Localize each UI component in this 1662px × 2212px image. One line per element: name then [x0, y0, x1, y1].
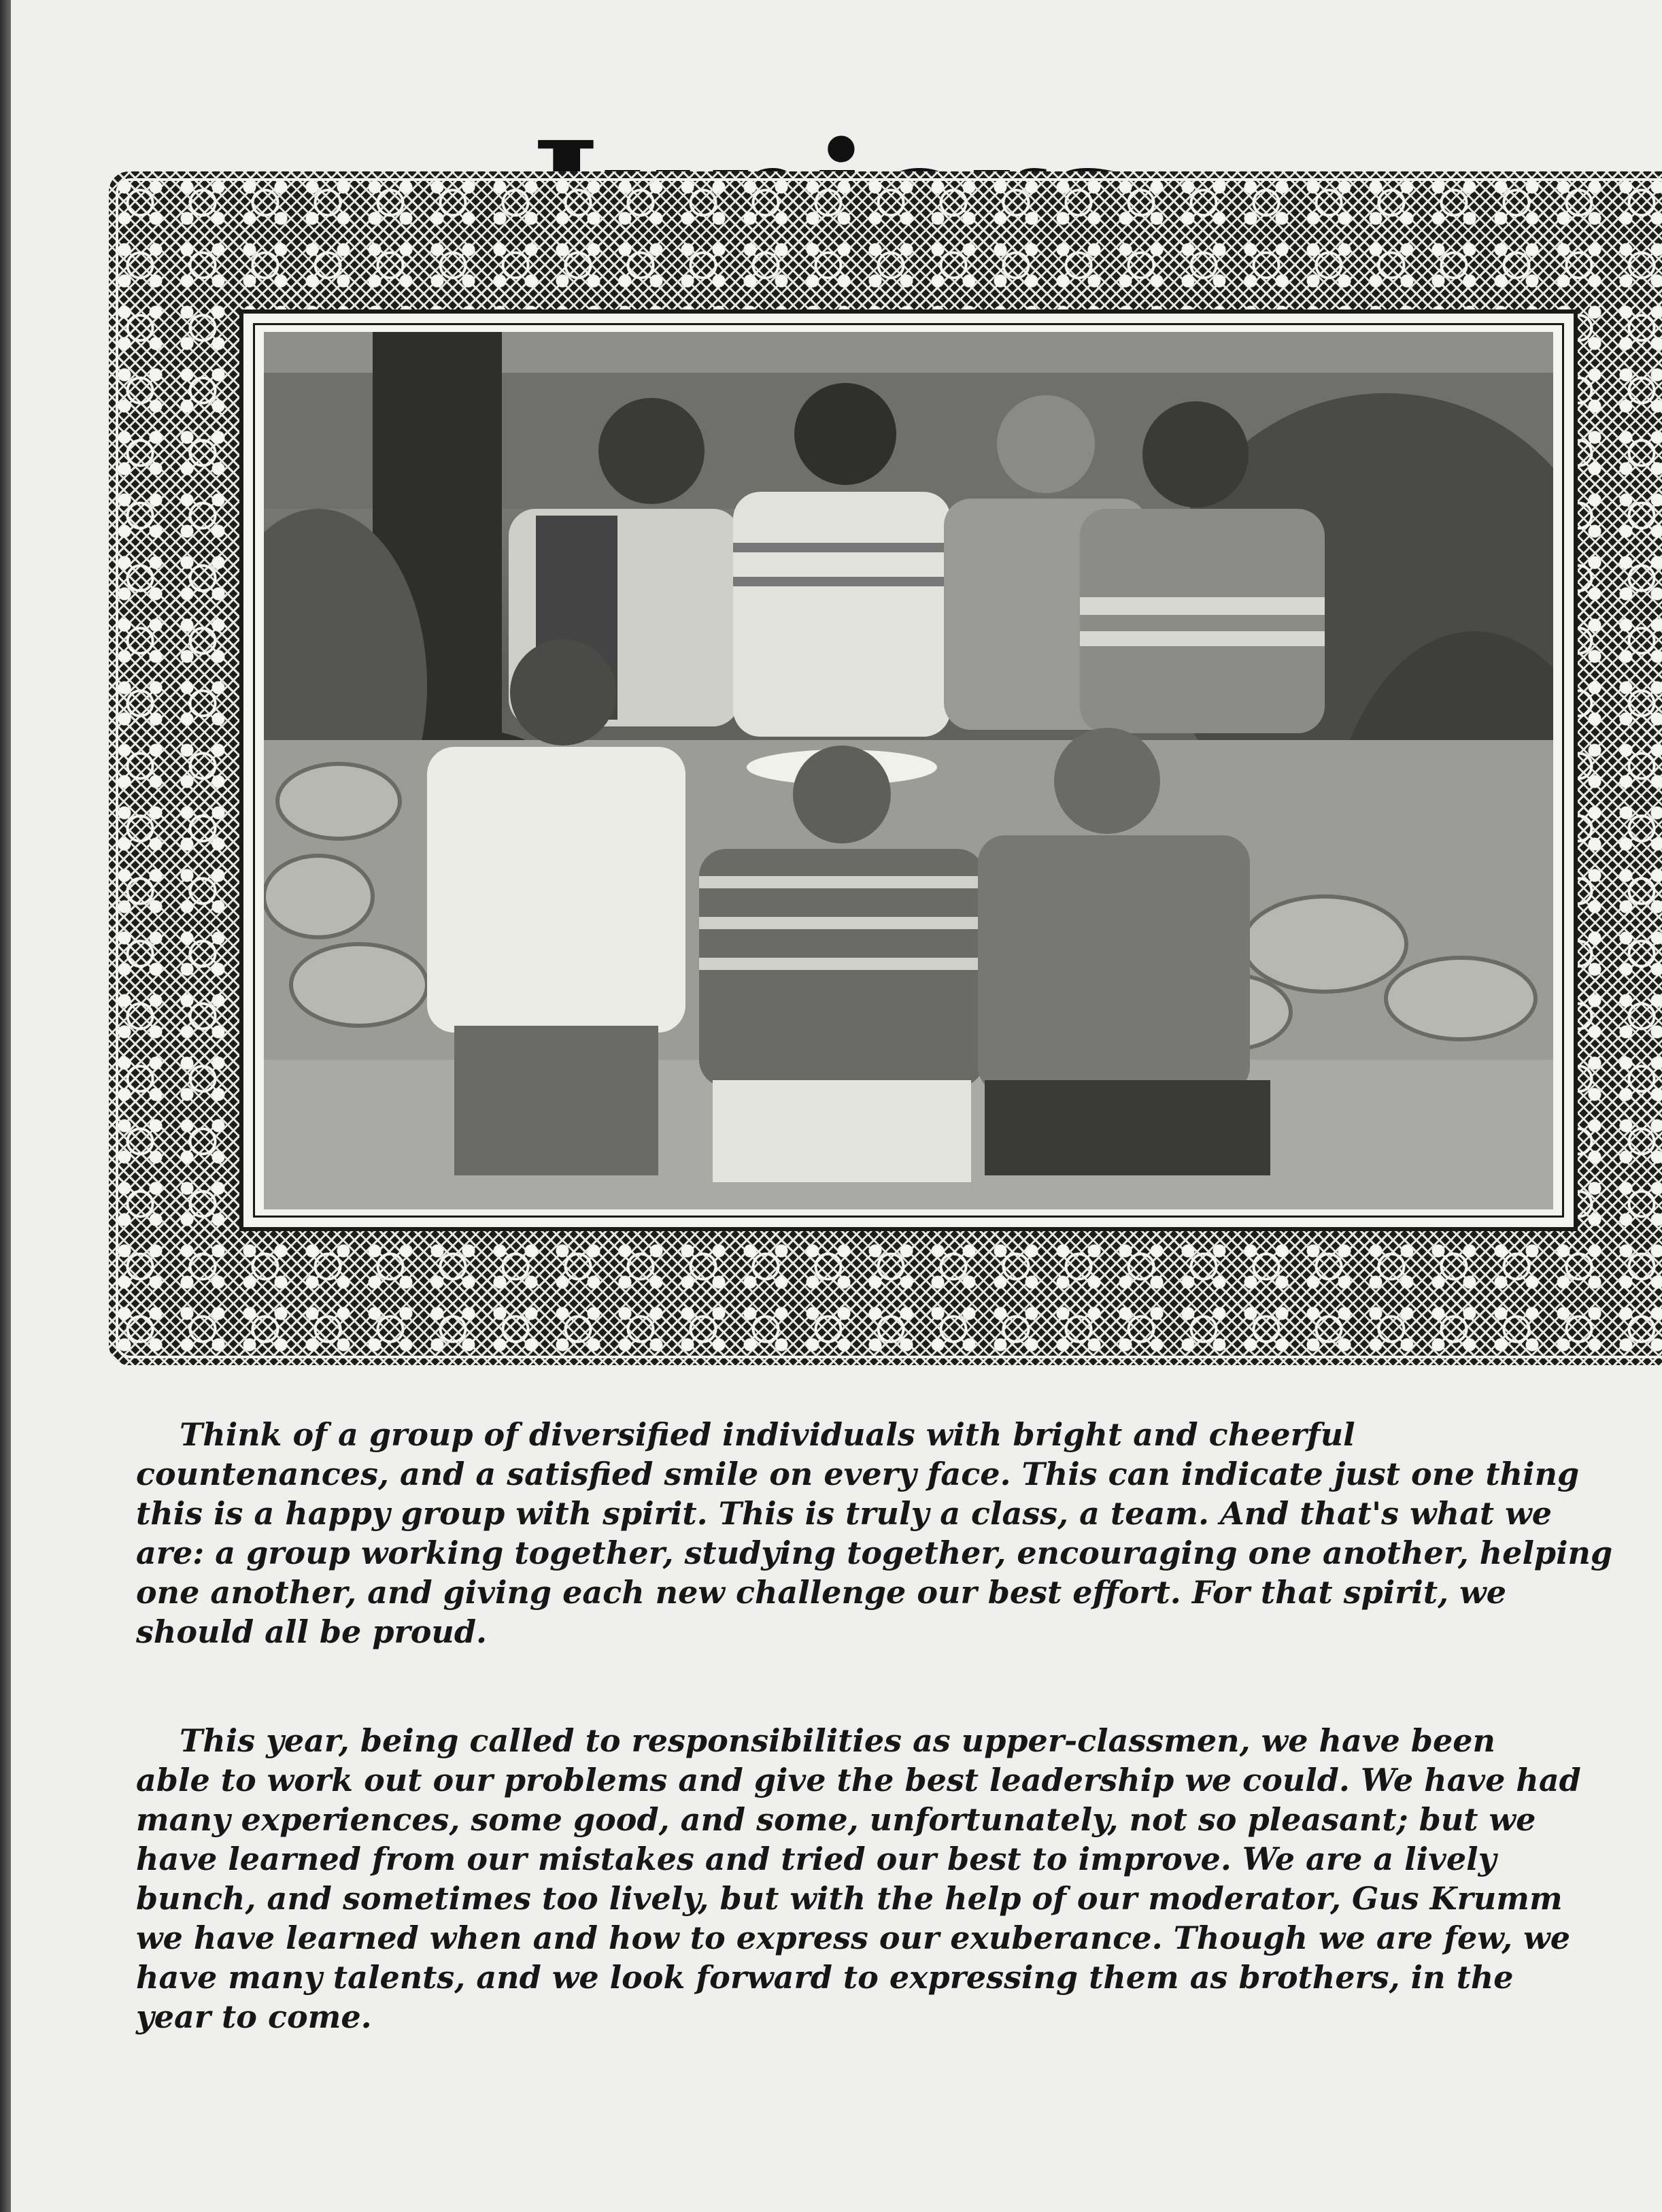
paragraph-1-line-1: Think of a group of diversified individuals with bright and cheerful [136, 1416, 1355, 1453]
paragraph-2 [136, 1721, 1662, 2037]
paragraph-1-line-2: countenances, and a satisfied smile on every face. This can indicate just one thing [136, 1456, 1580, 1492]
paragraph-2-line-4: have learned from our mistakes and tried our best to improve. We are a lively [136, 1841, 1497, 1877]
paragraph-2-line-7: have many talents, and we look forward to expressing them as brothers, in the [136, 1959, 1514, 1996]
paragraph-1-line-6: should all be proud. [136, 1613, 488, 1650]
paragraph-2-line-3: many experiences, some good, and some, unfortunately, not so pleasant; but we [136, 1801, 1536, 1838]
paragraph-2-line-1: This year, being called to responsibilities as upper-classmen, we have been [136, 1722, 1495, 1759]
group-photograph [264, 332, 1553, 1209]
paragraph-2-line-2: able to work out our problems and give the best leadership we could. We have had [136, 1762, 1581, 1798]
paragraph-1-line-4: are: a group working together, studying together, encouraging one another, helping [136, 1535, 1613, 1571]
paragraph-2-line-6: we have learned when and how to express our exuberance. Though we are few, we [136, 1920, 1571, 1956]
paragraph-2-line-8: year to come. [136, 1998, 372, 2035]
photo-scene [264, 332, 1553, 1209]
paragraph-1-line-5: one another, and giving each new challenge our best effort. For that spirit, we [136, 1574, 1507, 1611]
page-edge [0, 0, 11, 2212]
paragraph-2-line-5: bunch, and sometimes too lively, but with the help of our moderator, Gus Krumm [136, 1880, 1563, 1917]
paragraph-1 [136, 1415, 1662, 1652]
paragraph-1-line-3: this is a happy group with spirit. This is truly a class, a team. And that's what we [136, 1495, 1553, 1532]
